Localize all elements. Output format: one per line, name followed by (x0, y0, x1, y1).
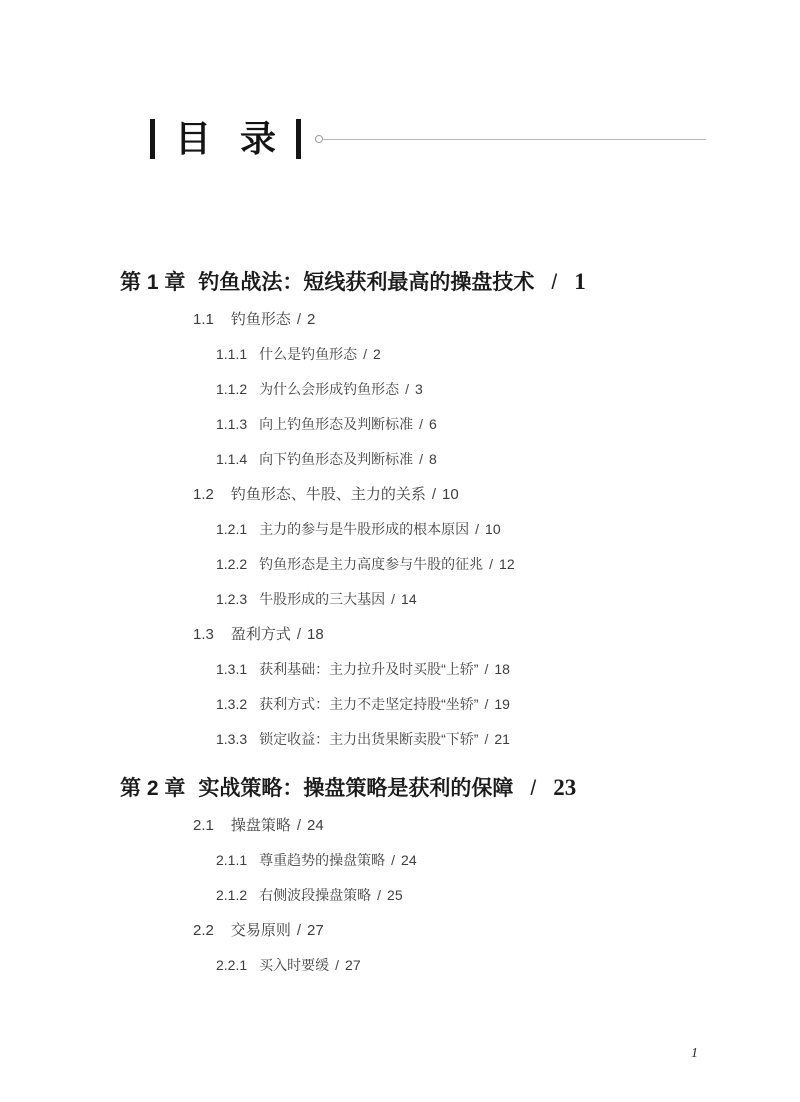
separator-slash: / (296, 311, 302, 328)
entry-number: 1.3.1 (216, 661, 248, 677)
separator-slash: / (484, 731, 489, 747)
entry-number: 1.2.2 (216, 556, 248, 572)
separator-slash: / (377, 887, 382, 903)
entry-title: 盈利方式 (230, 626, 291, 643)
entry-page-number: 10 (485, 521, 501, 537)
entry-number: 1.1 (193, 311, 214, 328)
entry-title: 主力的参与是牛股形成的根本原因 (259, 521, 470, 537)
separator-slash: / (391, 852, 396, 868)
entry-title: 获利方式：主力不走坚定持股“坐轿” (259, 696, 479, 712)
separator-slash: / (296, 922, 302, 939)
entry-number: 1.3.2 (216, 696, 248, 712)
toc-entries (0, 268, 800, 992)
separator-slash: / (296, 626, 302, 643)
toc-entry (193, 922, 800, 939)
toc-entry (216, 521, 800, 538)
entry-number: 2.1.2 (216, 887, 248, 903)
separator-slash: / (296, 817, 302, 834)
chapter-title: 钓鱼战法：短线获利最高的操盘技术 (198, 271, 535, 294)
toc-entry (193, 817, 800, 834)
entry-page-number: 12 (499, 556, 515, 572)
toc-entry (216, 661, 800, 678)
entry-title: 什么是钓鱼形态 (259, 346, 358, 362)
entry-number: 1.1.3 (216, 416, 248, 432)
entry-page-number: 18 (494, 661, 510, 677)
entry-page-number: 3 (415, 381, 423, 397)
header-right-bar (296, 119, 301, 159)
separator-slash: / (391, 591, 396, 607)
toc-entry (216, 346, 800, 363)
toc-entry (193, 626, 800, 643)
chapter-title: 实战策略：操盘策略是获利的保障 (198, 777, 514, 800)
page-title: 目 录 (175, 119, 287, 159)
entry-number: 1.2 (193, 486, 214, 503)
separator-slash: / (484, 696, 489, 712)
header-left-bar (150, 119, 155, 159)
toc-entry (216, 731, 800, 748)
entry-number: 1.2.1 (216, 521, 248, 537)
chapter-number: 第 2 章 (120, 777, 186, 800)
header-circle-ornament (315, 135, 323, 143)
entry-page-number: 2 (307, 311, 316, 328)
entry-title: 获利基础：主力拉升及时买股“上轿” (259, 661, 479, 677)
chapter-page-number: 1 (574, 269, 586, 294)
entry-page-number: 25 (387, 887, 403, 903)
separator-slash: / (551, 271, 558, 294)
toc-header (150, 116, 706, 162)
chapter-heading (120, 268, 800, 296)
entry-title: 买入时要缓 (259, 957, 330, 973)
entry-page-number: 2 (373, 346, 381, 362)
entry-number: 1.1.2 (216, 381, 248, 397)
entry-page-number: 27 (345, 957, 361, 973)
entry-number: 1.1.1 (216, 346, 248, 362)
entry-title: 交易原则 (230, 922, 291, 939)
toc-entry (216, 696, 800, 713)
toc-entry (216, 591, 800, 608)
entry-number: 2.2.1 (216, 957, 248, 973)
entry-page-number: 24 (307, 817, 324, 834)
chapter-page-number: 23 (553, 775, 577, 800)
entry-title: 操盘策略 (230, 817, 291, 834)
entry-title: 牛股形成的三大基因 (259, 591, 386, 607)
entry-number: 1.3 (193, 626, 214, 643)
toc-entry (216, 852, 800, 869)
entry-title: 钓鱼形态是主力高度参与牛股的征兆 (259, 556, 484, 572)
entry-number: 1.1.4 (216, 451, 248, 467)
toc-entry (216, 887, 800, 904)
header-rule-line (323, 139, 706, 140)
entry-number: 1.2.3 (216, 591, 248, 607)
entry-number: 2.1.1 (216, 852, 248, 868)
entry-number: 2.2 (193, 922, 214, 939)
chapter-heading (120, 774, 800, 802)
separator-slash: / (419, 451, 424, 467)
entry-page-number: 19 (494, 696, 510, 712)
toc-entry (216, 416, 800, 433)
separator-slash: / (484, 661, 489, 677)
entry-title: 右侧波段操盘策略 (259, 887, 372, 903)
entry-page-number: 27 (307, 922, 324, 939)
entry-title: 向下钓鱼形态及判断标准 (259, 451, 414, 467)
toc-entry (216, 381, 800, 398)
entry-title: 向上钓鱼形态及判断标准 (259, 416, 414, 432)
entry-page-number: 8 (429, 451, 437, 467)
separator-slash: / (363, 346, 368, 362)
entry-page-number: 6 (429, 416, 437, 432)
entry-page-number: 21 (494, 731, 510, 747)
separator-slash: / (431, 486, 437, 503)
entry-page-number: 14 (401, 591, 417, 607)
entry-number: 2.1 (193, 817, 214, 834)
toc-entry (193, 311, 800, 328)
separator-slash: / (405, 381, 410, 397)
entry-page-number: 10 (442, 486, 459, 503)
entry-page-number: 24 (401, 852, 417, 868)
separator-slash: / (530, 777, 537, 800)
entry-title: 为什么会形成钓鱼形态 (259, 381, 400, 397)
separator-slash: / (419, 416, 424, 432)
entry-page-number: 18 (307, 626, 324, 643)
separator-slash: / (335, 957, 340, 973)
entry-number: 1.3.3 (216, 731, 248, 747)
toc-entry (216, 451, 800, 468)
separator-slash: / (475, 521, 480, 537)
toc-entry (193, 486, 800, 503)
folio-page-number: 1 (691, 1046, 698, 1061)
toc-entry (216, 556, 800, 573)
toc-entry (216, 957, 800, 974)
chapter-number: 第 1 章 (120, 271, 186, 294)
entry-title: 锁定收益：主力出货果断卖股“下轿” (259, 731, 479, 747)
entry-title: 钓鱼形态 (230, 311, 291, 328)
entry-title: 钓鱼形态、牛股、主力的关系 (230, 486, 426, 503)
separator-slash: / (489, 556, 494, 572)
entry-title: 尊重趋势的操盘策略 (259, 852, 386, 868)
